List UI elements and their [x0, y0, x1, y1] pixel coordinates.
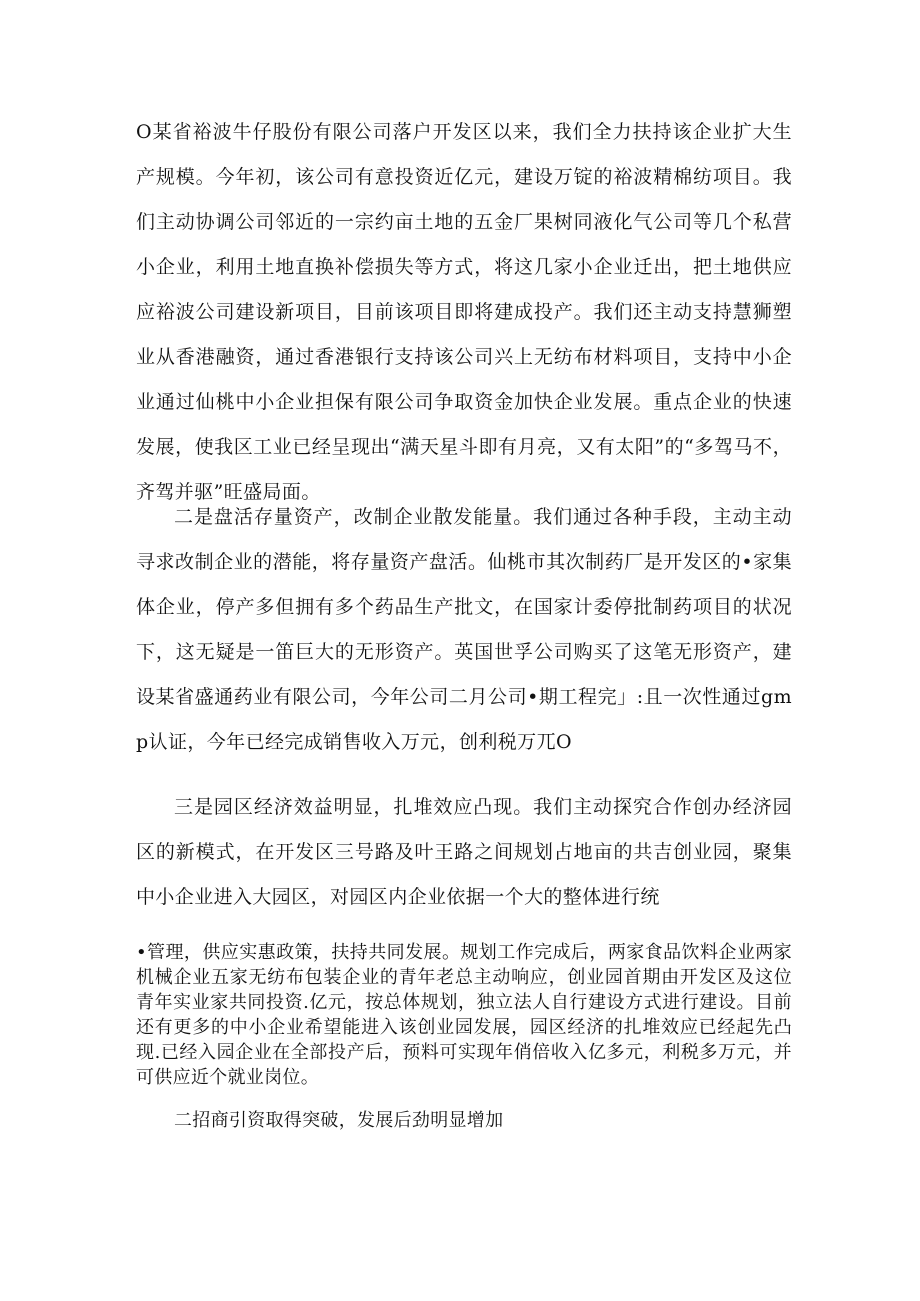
paragraph-park-management: •管理，供应实惠政策，扶持共同发展。规划工作完成后，两家食品饮料企业两家机械企业五家无纺布包装企业的青年老总主动响应，创业园首期由开发区及这位青年实业家共同投资.亿元，按总体规划，独立法人自行建设方式进行建设。目前还有更多的中小企业希望能进入该创业园发展，园区经济的扎堆效应已经起先凸现.已经入园企业在全部投产后，预料可实现年俏倍收入亿多元，利税多万元，并可供应近个就业岗位。	[136, 942, 792, 1088]
paragraph-yubo-expansion: O某省裕波牛仔股份有限公司落户开发区以来，我们全力扶持该企业扩大生产规模。今年初，该公司有意投资近亿元，建设万锭的裕波精棉纺项目。我们主动协调公司邻近的一宗约亩土地的五金厂果树同液化气公司等几个私营小企业，利用土地直换补偿损失等方式，将这几家小企业迁出，把土地供应应裕波公司建设新项目，目前该项目即将建成投产。我们还主动支持慧狮塑业从香港融资，通过香港银行支持该公司兴上无纺布材料项目，支持中小企业通过仙桃中小企业担保有限公司争取资金加快企业发展。重点企业的快速发展，使我区工业已经呈现出“满天星斗即有月亮，又有太阳”的“多驾马不，齐驾并驱”旺盛局面。	[136, 121, 792, 503]
section-heading-investment: 二招商引资取得突破，发展后劲明显增加	[174, 1110, 504, 1131]
paragraph-industrial-park: 三是园区经济效益明显，扎堆效应凸现。我们主动探究合作创办经济园区的新模式，在开发区三号路及叶王路之间规划占地亩的共吉创业园，聚集中小企业进入大园区，对园区内企业依据一个大的整体进行统	[136, 796, 792, 908]
paragraph-asset-revitalization: 二是盘活存量资产，改制企业散发能量。我们通过各种手段，主动主动寻求改制企业的潜能，将存量资产盘活。仙桃市其次制药厂是开发区的•家集体企业，停产多但拥有多个药品生产批文，在国家计委停批制药项目的状况下，这无疑是一笛巨大的无形资产。英国世孚公司购买了这笔无形资产，建设某省盛通药业有限公司，今年公司二月公司•期工程完」:且一次性通过gmp认证，今年已经完成销售收入万元，创利税万兀O	[136, 506, 792, 753]
